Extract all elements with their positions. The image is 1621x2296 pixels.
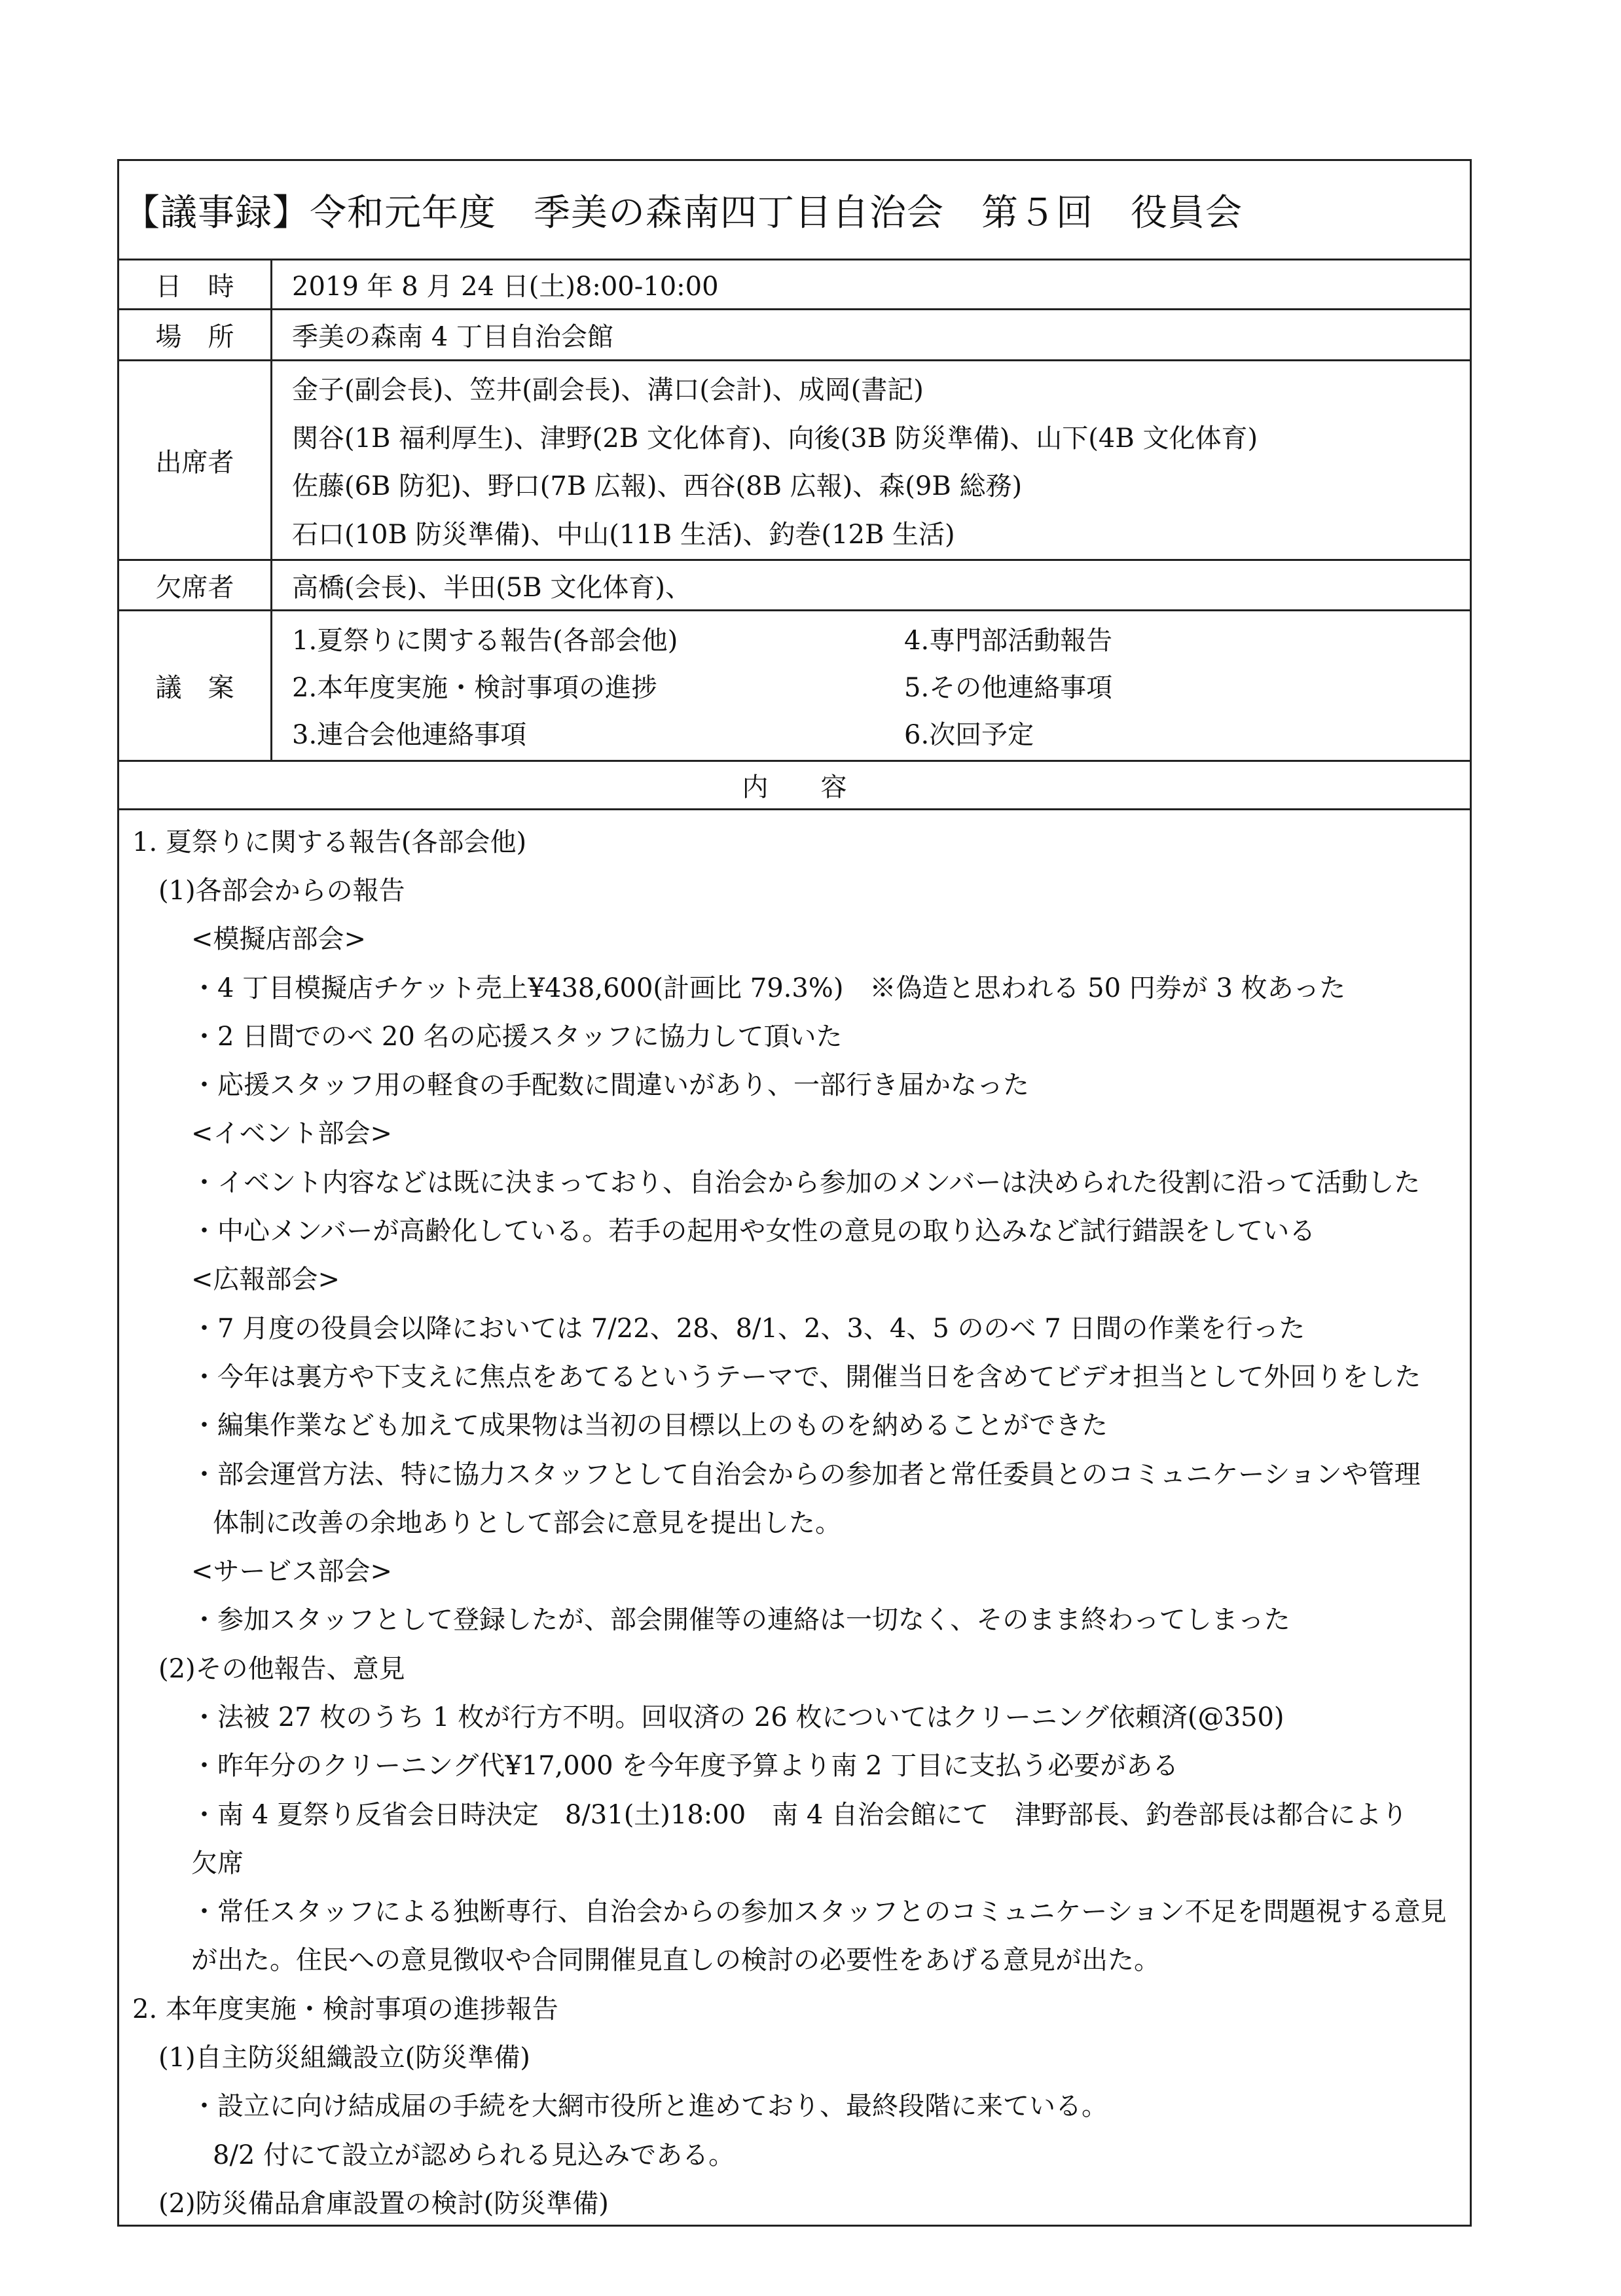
place-row	[119, 310, 1470, 361]
bullet-line: ・昨年分のクリーニング代¥17,000 を今年度予算より南 2 丁目に支払う必要がある	[191, 1751, 1179, 1782]
attendees-line: 佐藤(6B 防犯)、野口(7B 広報)、西谷(8B 広報)、森(9B 総務)	[292, 471, 1023, 502]
bullet-line: ・4 丁目模擬店チケット売上¥438,600(計画比 79.3%) ※偽造と思われる 50 円券が 3 枚あった	[191, 973, 1346, 1003]
bullet-line: ・設立に向け結成届の手続を大網市役所と進めており、最終段階に来ている。	[191, 2091, 1108, 2122]
bullet-continuation: 欠席	[191, 1848, 244, 1878]
group-heading: <模擬店部会>	[191, 924, 367, 955]
section-heading: 1. 夏祭りに関する報告(各部会他)	[132, 827, 527, 857]
bullet-line: ・中心メンバーが高齢化している。若手の起用や女性の意見の取り込みなど試行錯誤をしている	[191, 1216, 1316, 1247]
bullet-line: ・イベント内容などは既に決まっており、自治会から参加のメンバーは決められた役割に沿って活動した	[191, 1167, 1421, 1198]
absent-row	[119, 561, 1470, 611]
bullet-line: ・常任スタッフによる独断専行、自治会からの参加スタッフとのコミュニケーション不足を問題視する意見	[191, 1897, 1447, 1928]
group-heading: <イベント部会>	[191, 1119, 393, 1149]
date-row	[119, 260, 1470, 310]
attendees-label: 出席者	[119, 361, 272, 559]
document-title: 【議事録】令和元年度 季美の森南四丁目自治会 第５回 役員会	[119, 161, 1470, 260]
subsection-heading: (2)その他報告、意見	[158, 1653, 405, 1684]
attendees-list	[272, 361, 1470, 559]
agenda-item: 3.連合会他連絡事項	[292, 719, 527, 750]
bullet-line: ・南 4 夏祭り反省会日時決定 8/31(土)18:00 南 4 自治会館にて 津野部長、釣巻部長は都合により	[191, 1799, 1408, 1830]
place-value: 季美の森南 4 丁目自治会館	[292, 322, 613, 352]
date-label: 日 時	[119, 260, 272, 308]
bullet-line: ・今年は裏方や下支えに焦点をあてるというテーマで、開催当日を含めてビデオ担当として外回りをした	[191, 1361, 1421, 1392]
agenda-item: 4.専門部活動報告	[904, 626, 1113, 656]
place-label: 場 所	[119, 310, 272, 359]
bullet-line: ・編集作業なども加えて成果物は当初の目標以上のものを納めることができた	[191, 1410, 1108, 1441]
date-value: 2019 年 8 月 24 日(土)8:00-10:00	[292, 272, 719, 302]
bullet-line: ・参加スタッフとして登録したが、部会開催等の連絡は一切なく、そのまま終わってしまった	[191, 1605, 1290, 1636]
attendees-line: 石口(10B 防災準備)、中山(11B 生活)、釣巻(12B 生活)	[292, 519, 955, 550]
agenda-item: 2.本年度実施・検討事項の進捗	[292, 672, 658, 703]
attendees-line: 関谷(1B 福利厚生)、津野(2B 文化体育)、向後(3B 防災準備)、山下(4B 文化体育)	[292, 423, 1258, 454]
bullet-line: ・7 月度の役員会以降においては 7/22、28、8/1、2、3、4、5 ののべ 7 日間の作業を行った	[191, 1313, 1305, 1344]
attendees-row	[119, 361, 1470, 561]
content-heading: 内 容	[119, 762, 1470, 810]
bullet-line: ・法被 27 枚のうち 1 枚が行方不明。回収済の 26 枚についてはクリーニング依頼済(@350)	[191, 1702, 1284, 1732]
absent-label: 欠席者	[119, 561, 272, 609]
group-heading: <サービス部会>	[191, 1556, 393, 1587]
subsection-heading: (1)自主防災組織設立(防災準備)	[158, 2043, 530, 2073]
bullet-continuation: 8/2 付にて設立が認められる見込みである。	[213, 2140, 735, 2170]
agenda-item: 6.次回予定	[904, 719, 1034, 750]
bullet-continuation: が出た。住民への意見徴収や合同開催見直しの検討の必要性をあげる意見が出た。	[191, 1945, 1160, 1976]
bullet-continuation: 体制に改善の余地ありとして部会に意見を提出した。	[213, 1507, 841, 1538]
attendees-line: 金子(副会長)、笠井(副会長)、溝口(会計)、成岡(書記)	[292, 375, 924, 406]
minutes-document	[117, 159, 1472, 2227]
agenda-list	[272, 611, 1470, 760]
subsection-heading: (1)各部会からの報告	[158, 875, 405, 906]
bullet-line: ・部会運営方法、特に協力スタッフとして自治会からの参加者と常任委員とのコミュニケーションや管理	[191, 1459, 1421, 1490]
absent-value: 高橋(会長)、半田(5B 文化体育)、	[292, 572, 691, 603]
group-heading: <広報部会>	[191, 1265, 340, 1295]
bullet-line: ・応援スタッフ用の軽食の手配数に間違いがあり、一部行き届かなった	[191, 1070, 1029, 1101]
agenda-label: 議 案	[119, 611, 272, 760]
agenda-row	[119, 611, 1470, 762]
bullet-line: ・2 日間でのべ 20 名の応援スタッフに協力して頂いた	[191, 1021, 843, 1052]
content-body	[119, 810, 1470, 2226]
agenda-item: 5.その他連絡事項	[904, 672, 1113, 703]
subsection-heading: (2)防災備品倉庫設置の検討(防災準備)	[158, 2188, 609, 2219]
agenda-item: 1.夏祭りに関する報告(各部会他)	[292, 626, 678, 656]
section-heading: 2. 本年度実施・検討事項の進捗報告	[132, 1994, 558, 2024]
